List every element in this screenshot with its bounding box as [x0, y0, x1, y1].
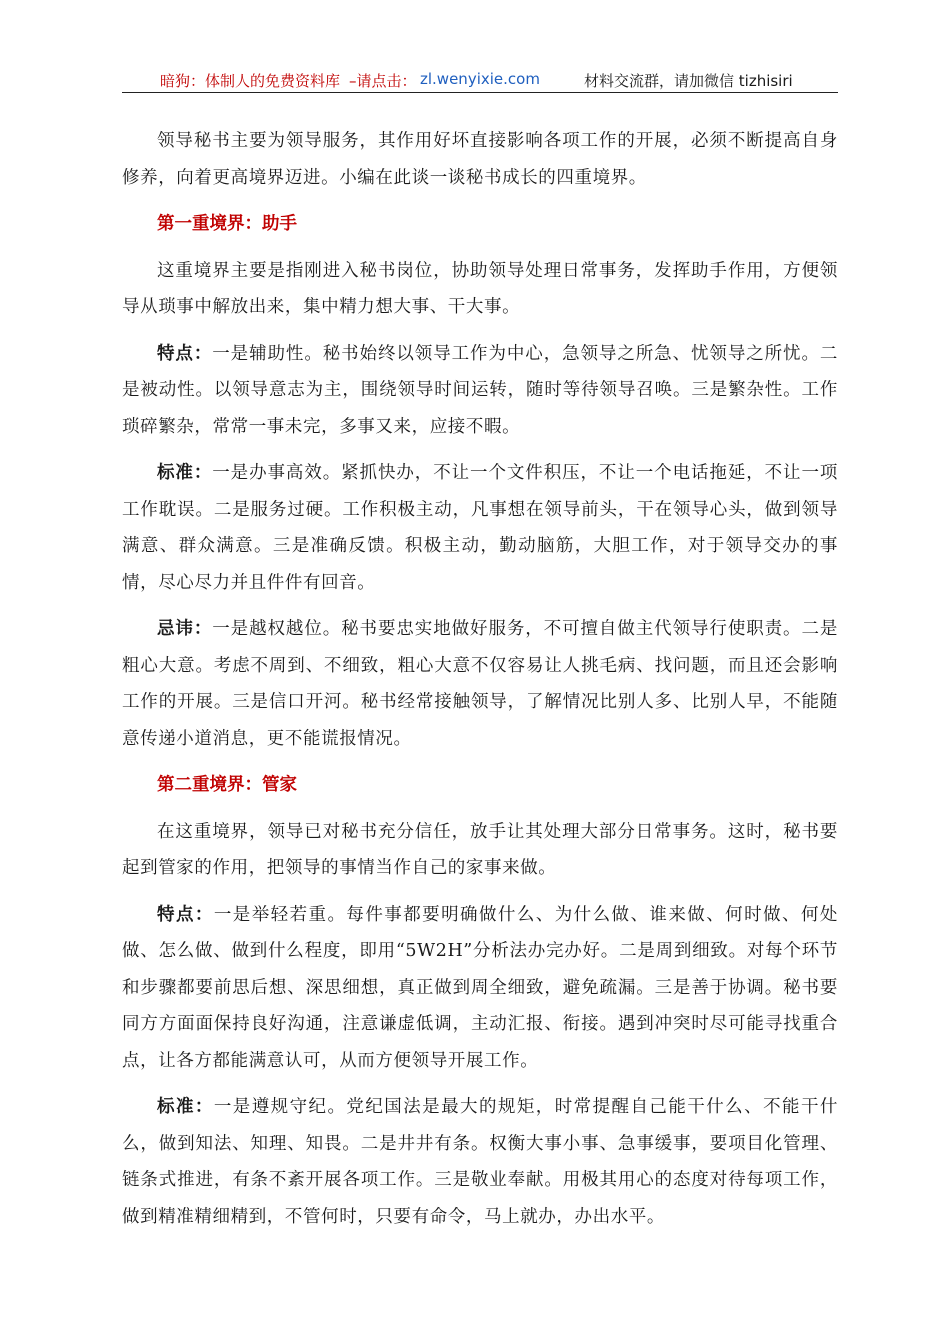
item-text: 一是遵规守纪。党纪国法是最大的规矩，时常提醒自己能干什么、不能干什么，做到知法、知理、知畏。二是井井有条。权衡大事小事、急事缓事，要项目化管理、链条式推进，有条不紊开展各项工作。三是敬业奉献。用极其用心的态度对待每项工作，做到精准精细精到，不管何时，只要有命令，马上就办，办出水平。: [122, 1097, 838, 1227]
section-heading-2: 第二重境界：管家: [157, 775, 297, 795]
item-label: 忌讳：: [157, 619, 213, 639]
header-contact: 材料交流群，请加微信 tizhisiri: [584, 72, 793, 90]
page-header: [122, 68, 838, 93]
item-label: 特点：: [157, 343, 213, 364]
header-click-prompt: –请点击：: [349, 72, 417, 90]
section-1-standards: [122, 455, 838, 601]
item-label: 标准：: [157, 1097, 214, 1117]
intro-paragraph: 领导秘书主要为领导服务，其作用好坏直接影响各项工作的开展，必须不断提高自身修养，向着更高境界迈进。小编在此谈一谈秘书成长的四重境界。: [122, 131, 838, 188]
section-2-features: [122, 897, 838, 1080]
item-label: 标准：: [157, 463, 213, 483]
header-site-name: 暗狗：体制人的免费资料库: [160, 72, 341, 90]
item-text: 一是举轻若重。每件事都要明确做什么、为什么做、谁来做、何时做、何处做、怎么做、做到什么程度，即用“5W2H”分析法办完办好。二是周到细致。对每个环节和步骤都要前思后想、深思细想，真正做到周全细致，避免疏漏。三是善于协调。秘书要同方方面面保持良好沟通，注意谦虚低调，主动汇报、衔接。遇到冲突时尽可能寻找重合点，让各方都能满意认可，从而方便领导开展工作。: [122, 904, 838, 1071]
section-heading-1: 第一重境界：助手: [157, 214, 297, 234]
section-1-features: [122, 336, 838, 446]
item-text: 一是越权越位。秘书要忠实地做好服务，不可擅自做主代领导行使职责。二是粗心大意。考虑不周到、不细致，粗心大意不仅容易让人挑毛病、找问题，而且还会影响工作的开展。三是信口开河。秘书经常接触领导，了解情况比别人多、比别人早，不能随意传递小道消息，更不能谎报情况。: [122, 619, 838, 749]
section-2-standards: [122, 1089, 838, 1235]
item-label: 特点：: [157, 904, 214, 925]
article-body: [122, 123, 838, 1245]
section-desc-2: 在这重境界，领导已对秘书充分信任，放手让其处理大部分日常事务。这时，秘书要起到管家的作用，把领导的事情当作自己的家事来做。: [122, 821, 838, 878]
header-link[interactable]: zl.wenyixie.com: [420, 70, 540, 88]
item-text: 一是办事高效。紧抓快办，不让一个文件积压，不让一个电话拖延，不让一项工作耽误。二是服务过硬。工作积极主动，凡事想在领导前头，干在领导心头，做到领导满意、群众满意。三是准确反馈。积极主动，勤动脑筋，大胆工作，对于领导交办的事情，尽心尽力并且件件有回音。: [122, 463, 838, 593]
section-1-taboos: [122, 611, 838, 757]
section-desc-1: 这重境界主要是指刚进入秘书岗位，协助领导处理日常事务，发挥助手作用，方便领导从琐事中解放出来，集中精力想大事、干大事。: [122, 260, 838, 317]
item-text: 一是辅助性。秘书始终以领导工作为中心，急领导之所急、忧领导之所忧。二是被动性。以领导意志为主，围绕领导时间运转，随时等待领导召唤。三是繁杂性。工作琐碎繁杂，常常一事未完，多事又来，应接不暇。: [122, 343, 838, 437]
